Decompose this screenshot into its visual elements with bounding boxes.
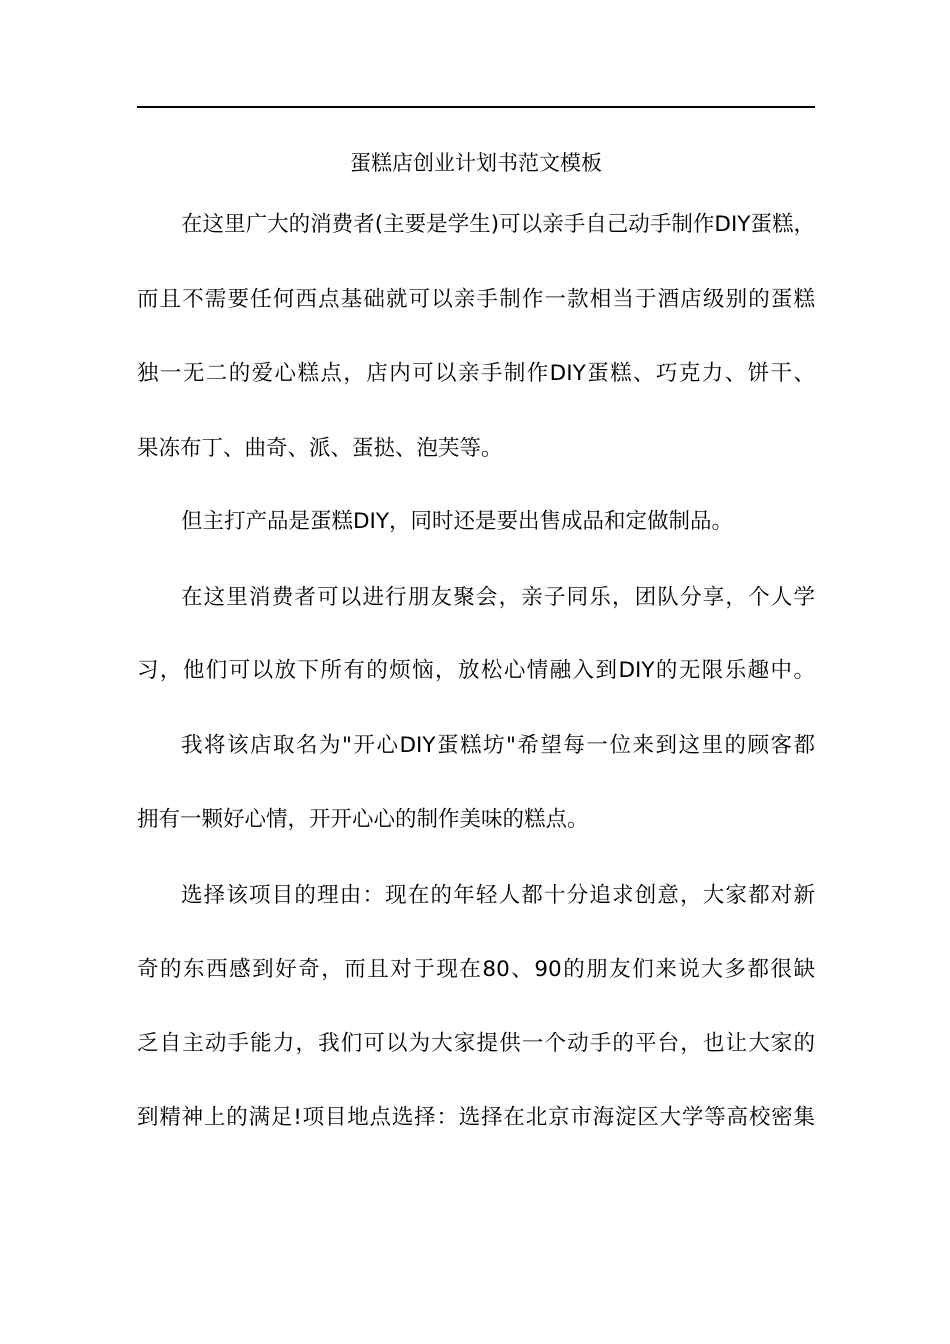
- text-line: 奇的东西感到好奇，而且对于现在80、90的朋友们来说大多都很缺: [137, 957, 815, 982]
- text-line: 在这里消费者可以进行朋友聚会，亲子同乐，团队分享，个人学: [181, 585, 815, 610]
- header-rule: [137, 106, 815, 108]
- text-line: 但主打产品是蛋糕DIY，同时还是要出售成品和定做制品。: [181, 509, 734, 534]
- text-line: 我将该店取名为"开心DIY蛋糕坊"希望每一位来到这里的顾客都: [181, 733, 815, 758]
- text-line: 而且不需要任何西点基础就可以亲手制作一款相当于酒店级别的蛋糕: [137, 287, 815, 312]
- text-line: 拥有一颗好心情，开开心心的制作美味的糕点。: [137, 807, 589, 832]
- text-line: 乏自主动手能力，我们可以为大家提供一个动手的平台，也让大家的: [137, 1031, 815, 1056]
- text-line: 独一无二的爱心糕点，店内可以亲手制作DIY蛋糕、巧克力、饼干、: [137, 361, 815, 386]
- text-line: 在这里广大的消费者(主要是学生)可以亲手自己动手制作DIY蛋糕，: [181, 212, 815, 237]
- text-line: 习，他们可以放下所有的烦恼，放松心情融入到DIY的无限乐趣中。: [137, 658, 815, 683]
- text-line: 果冻布丁、曲奇、派、蛋挞、泡芙等。: [137, 436, 503, 461]
- text-line: 选择该项目的理由：现在的年轻人都十分追求创意，大家都对新: [181, 883, 815, 908]
- document-title: 蛋糕店创业计划书范文模板: [350, 151, 602, 175]
- text-line: 到精神上的满足!项目地点选择：选择在北京市海淀区大学等高校密集: [137, 1105, 815, 1130]
